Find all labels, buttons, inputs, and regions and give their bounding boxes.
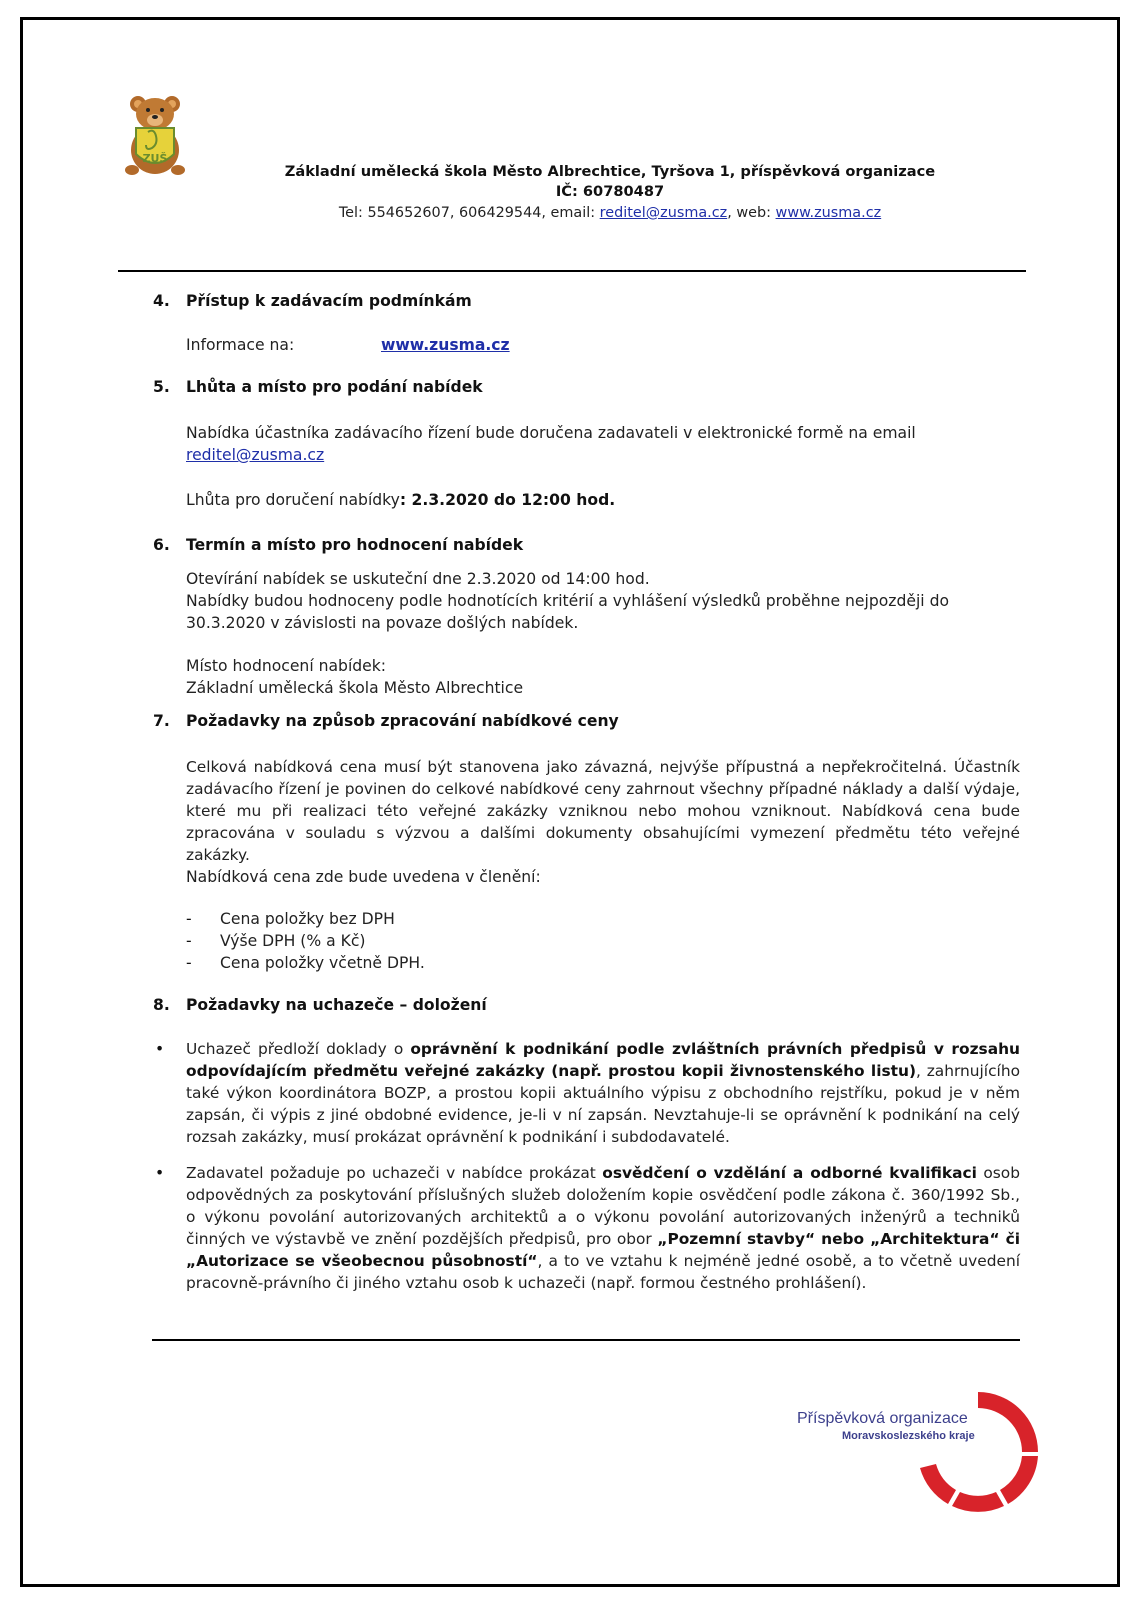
section-4-number: 4. <box>153 292 170 310</box>
info-label: Informace na: <box>186 336 295 354</box>
bullet-mark: • <box>155 1040 165 1058</box>
dash-mark: - <box>186 910 192 928</box>
list-item: Cena položky včetně DPH. <box>220 954 425 972</box>
requirement-1-text-a: Uchazeč předloží doklady o <box>186 1040 411 1058</box>
info-link[interactable]: www.zusma.cz <box>381 336 510 354</box>
evaluation-line: Nabídky budou hodnoceny podle hodnotících kritérií a vyhlášení výsledků proběhne nejpozději do <box>186 592 950 610</box>
deadline-value: : 2.3.2020 do 12:00 hod. <box>399 491 616 509</box>
school-name: Základní umělecká škola Město Albrechtice, Tyršova 1, příspěvková organizace <box>284 163 936 180</box>
section-5-number: 5. <box>153 378 170 396</box>
section-6-text <box>186 568 1016 634</box>
company-id: IČ: 60780487 <box>555 183 665 200</box>
section-6-number: 6. <box>153 536 170 554</box>
section-8-number: 8. <box>153 996 170 1014</box>
submission-paragraph: Nabídka účastníka zadávacího řízení bude doručena zadavateli v elektronické formě na email <box>186 424 916 442</box>
letterhead <box>190 162 1030 224</box>
deadline-label: Lhůta pro doručení nabídky <box>186 491 400 509</box>
deadline-line <box>186 489 615 511</box>
requirement-2-text-a: Zadavatel požaduje po uchazeči v nabídce prokázat <box>186 1164 603 1182</box>
header-divider <box>118 270 1026 272</box>
requirement-1-bold: oprávnění k podnikání podle zvláštních právních předpisů v rozsahu odpovídajícím předmětu veřejné zakázky (např. prostou kopii živnostenského listu) <box>186 1040 1020 1080</box>
price-paragraph: Celková nabídková cena musí být stanovena jako závazná, nejvýše přípustná a nepřekročitelná. Účastník zadávacího řízení je povinen do celkové nabídkové ceny zahrnout všechny případné náklady a další výdaje, které mu při realizaci této veřejné zakázky vzniknou nebo mohou vzniknout. Nabídková cena bude zpracována v souladu s výzvou a dalšími dokumenty obsahujícími vymezení předmětu této veřejné zakázky. <box>186 758 1020 864</box>
requirement-2-text-b: osob odpovědných za poskytování příslušných služeb doložením kopie osvědčení podle zákona č. 360/1992 Sb., o výkonu povolání autorizovaných architektů a o výkonu povolání autorizovaných inženýrů a techniků činných ve výstavbě ve znění pozdějších předpisů, pro obor <box>186 1164 1020 1248</box>
evaluation-place <box>186 655 1016 699</box>
email-link[interactable]: reditel@zusma.cz <box>599 205 728 221</box>
section-8-title: Požadavky na uchazeče – doložení <box>186 996 487 1014</box>
evaluation-place-value: Základní umělecká škola Město Albrechtice <box>186 679 524 697</box>
bullet-mark: • <box>155 1164 165 1182</box>
dash-mark: - <box>186 932 192 950</box>
requirement-2-bold-a: osvědčení o vzdělání a odborné kvalifikaci <box>602 1164 977 1182</box>
info-link-wrap <box>381 334 510 356</box>
region-org-line2: Moravskoslezského kraje <box>842 1430 975 1442</box>
web-link[interactable]: www.zusma.cz <box>775 205 882 221</box>
requirement-2-bold-b: „Pozemní stavby“ nebo „Architektura“ či „Autorizace se všeobecnou působností“ <box>186 1230 1020 1270</box>
section-5-title: Lhůta a místo pro podání nabídek <box>186 378 483 396</box>
contact-prefix: Tel: 554652607, 606429544, email: <box>338 205 600 221</box>
dash-mark: - <box>186 954 192 972</box>
footer-divider <box>152 1339 1020 1341</box>
section-6-title: Termín a místo pro hodnocení nabídek <box>186 536 524 554</box>
submission-email-link[interactable]: reditel@zusma.cz <box>186 446 325 464</box>
price-breakdown-intro: Nabídková cena zde bude uvedena v členění: <box>186 868 541 886</box>
region-org-line1: Příspěvková organizace <box>797 1410 968 1427</box>
section-7-number: 7. <box>153 712 170 730</box>
section-7-title: Požadavky na způsob zpracování nabídkové ceny <box>186 712 619 730</box>
requirement-1 <box>186 1038 1020 1148</box>
logo-text: ZUŠ <box>142 152 168 165</box>
evaluation-date-line: 30.3.2020 v závislosti na povaze došlých nabídek. <box>186 614 579 632</box>
list-item: Výše DPH (% a Kč) <box>220 932 366 950</box>
opening-line: Otevírání nabídek se uskuteční dne 2.3.2020 od 14:00 hod. <box>186 570 650 588</box>
contact-line <box>190 202 1030 224</box>
requirement-2-text-c: , a to ve vztahu k nejméně jedné osobě, a to včetně uvedení pracovně-právního či jiného vztahu osob k uchazeči (např. formou čestného prohlášení). <box>186 1252 1020 1292</box>
list-item: Cena položky bez DPH <box>220 910 395 928</box>
section-4-title: Přístup k zadávacím podmínkám <box>186 292 472 310</box>
requirement-2 <box>186 1162 1020 1294</box>
school-logo <box>124 92 190 178</box>
evaluation-place-label: Místo hodnocení nabídek: <box>186 657 387 675</box>
section-5-text <box>186 422 1016 466</box>
requirement-1-text-b: , zahrnujícího také výkon koordinátora BOZP, a prostou kopii aktuálního výpisu z obchodního rejstříku, pokud je v něm zapsán, či výpis z jiné obdobné evidence, je-li v ní zapsán. Nevztahuje-li se oprávnění k podnikání na celý rozsah zakázky, musí prokázat oprávnění k podnikání i subdodavatelé. <box>186 1062 1020 1146</box>
web-prefix: , web: <box>727 205 776 221</box>
